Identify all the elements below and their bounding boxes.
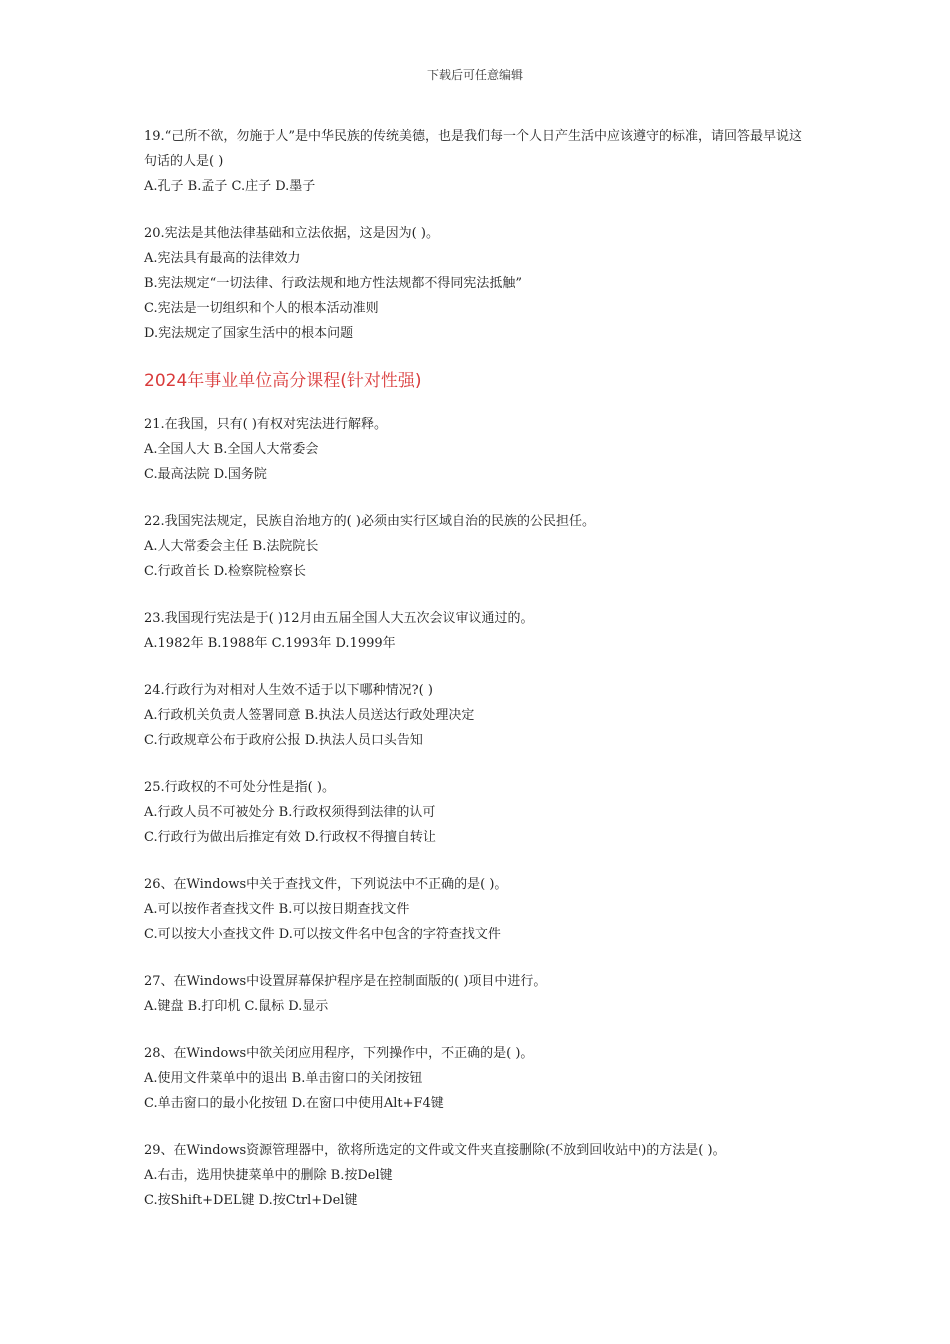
answer-options: C.可以按大小查找文件 D.可以按文件名中包含的字符查找文件 — [144, 927, 501, 942]
question-group-after — [144, 412, 814, 1213]
answer-options: A.1982年 B.1988年 C.1993年 D.1999年 — [144, 636, 396, 651]
answer-options: B.宪法规定“一切法律、行政法规和地方性法规都不得同宪法抵触” — [144, 276, 522, 291]
question-group-before — [144, 124, 814, 346]
answer-options: A.宪法具有最高的法律效力 — [144, 251, 301, 266]
page-header: 下载后可任意编辑 — [426, 68, 523, 82]
course-banner[interactable]: 2024年事业单位高分课程(针对性强) — [144, 371, 422, 391]
question-block — [144, 124, 814, 199]
content — [144, 124, 814, 1235]
question-block — [144, 412, 814, 487]
question-text: 29、在Windows资源管理器中，欲将所选定的文件或文件夹直接删除(不放到回收站中)的方法是( )。 — [144, 1143, 726, 1158]
answer-options: A.全国人大 B.全国人大常委会 — [144, 442, 319, 457]
answer-options: A.右击，选用快捷菜单中的删除 B.按Del键 — [144, 1168, 393, 1183]
answer-options: A.使用文件菜单中的退出 B.单击窗口的关闭按钮 — [144, 1071, 423, 1086]
answer-options: A.人大常委会主任 B.法院院长 — [144, 539, 319, 554]
question-text: 20.宪法是其他法律基础和立法依据，这是因为( )。 — [144, 226, 439, 241]
question-block — [144, 221, 814, 346]
answer-options: A.键盘 B.打印机 C.鼠标 D.显示 — [144, 999, 329, 1014]
question-text: 26、在Windows中关于查找文件，下列说法中不正确的是( )。 — [144, 877, 508, 892]
question-text: 27、在Windows中设置屏幕保护程序是在控制面版的( )项目中进行。 — [144, 974, 547, 989]
question-text: 23.我国现行宪法是于( )12月由五届全国人大五次会议审议通过的。 — [144, 611, 534, 626]
question-block — [144, 872, 814, 947]
question-block — [144, 1041, 814, 1116]
question-text: 22.我国宪法规定，民族自治地方的( )必须由实行区域自治的民族的公民担任。 — [144, 514, 595, 529]
question-block — [144, 969, 814, 1019]
question-block — [144, 775, 814, 850]
answer-options: C.行政首长 D.检察院检察长 — [144, 564, 306, 579]
question-text: 21.在我国，只有( )有权对宪法进行解释。 — [144, 417, 387, 432]
answer-options: A.孔子 B.孟子 C.庄子 D.墨子 — [144, 179, 316, 194]
question-block — [144, 606, 814, 656]
question-text: 28、在Windows中欲关闭应用程序，下列操作中，不正确的是( )。 — [144, 1046, 534, 1061]
question-text: 24.行政行为对相对人生效不适于以下哪种情况?( ) — [144, 683, 433, 698]
question-text: 25.行政权的不可处分性是指( )。 — [144, 780, 335, 795]
question-text: 19.“己所不欲，勿施于人”是中华民族的传统美德，也是我们每一个人日产生活中应该遵守的标准，请回答最早说这句话的人是( ) — [144, 129, 802, 169]
answer-options: A.可以按作者查找文件 B.可以按日期查找文件 — [144, 902, 410, 917]
question-block — [144, 1138, 814, 1213]
answer-options: C.单击窗口的最小化按钮 D.在窗口中使用Alt+F4键 — [144, 1096, 444, 1111]
answer-options: C.宪法是一切组织和个人的根本活动准则 — [144, 301, 379, 316]
answer-options: A.行政人员不可被处分 B.行政权须得到法律的认可 — [144, 805, 436, 820]
answer-options: C.最高法院 D.国务院 — [144, 467, 267, 482]
question-block — [144, 678, 814, 753]
answer-options: C.行政规章公布于政府公报 D.执法人员口头告知 — [144, 733, 423, 748]
answer-options: C.按Shift+DEL键 D.按Ctrl+Del键 — [144, 1193, 358, 1208]
answer-options: D.宪法规定了国家生活中的根本问题 — [144, 326, 354, 341]
answer-options: A.行政机关负责人签署同意 B.执法人员送达行政处理决定 — [144, 708, 475, 723]
question-block — [144, 509, 814, 584]
answer-options: C.行政行为做出后推定有效 D.行政权不得擅自转让 — [144, 830, 436, 845]
